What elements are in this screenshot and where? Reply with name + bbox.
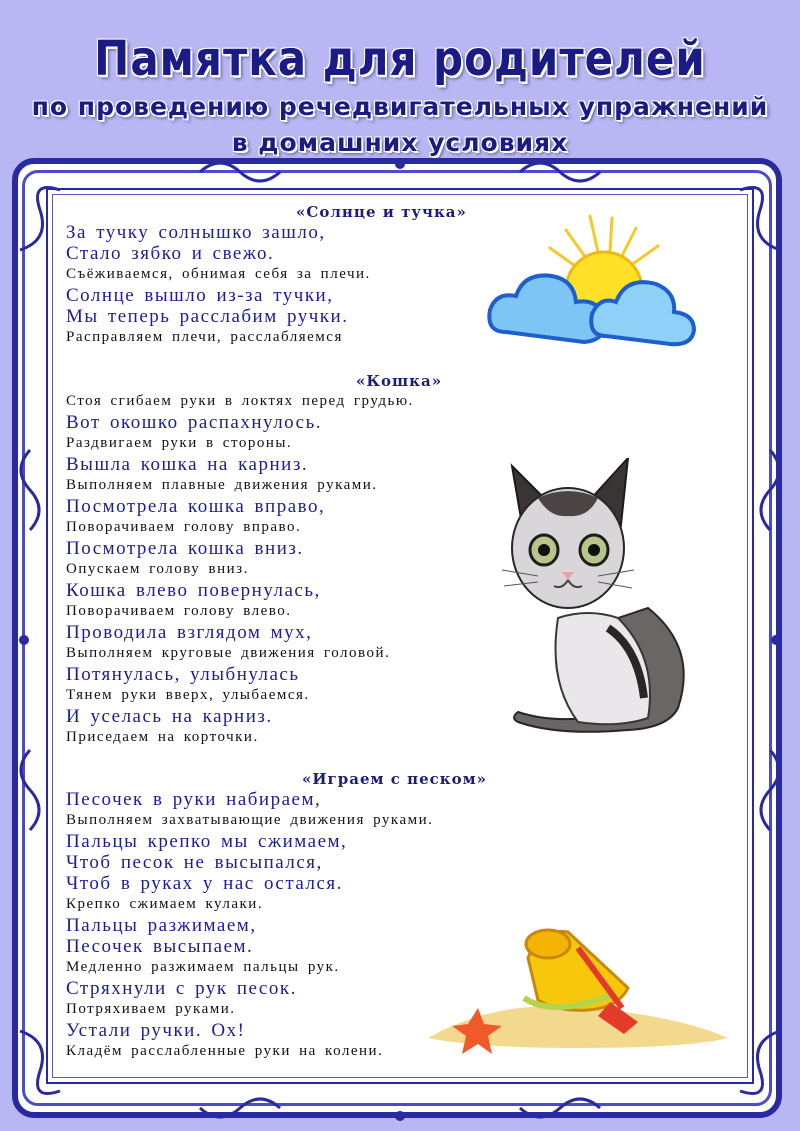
action-line: Потряхиваем руками. — [66, 1001, 236, 1017]
verse-line: Посмотрела кошка вниз. — [66, 538, 304, 559]
verse-line: Вот окошко распахнулось. — [66, 412, 322, 433]
verse-line: Пальцы крепко мы сжимаем, — [66, 831, 348, 852]
action-line: Съёживаемся, обнимая себя за плечи. — [66, 266, 371, 282]
verse-line: Стряхнули с рук песок. — [66, 978, 297, 999]
action-line: Опускаем голову вниз. — [66, 561, 249, 577]
verse-line: И уселась на карниз. — [66, 706, 273, 727]
exercise-content — [66, 202, 746, 1062]
page-subtitle-line2: в домашних условиях — [231, 128, 569, 157]
action-line: Расправляем плечи, расслабляемся — [66, 329, 343, 345]
verse-line: Пальцы разжимаем, — [66, 915, 257, 936]
verse-line: Мы теперь расслабим ручки. — [66, 306, 349, 327]
verse-line: Солнце вышло из-за тучки, — [66, 285, 334, 306]
action-line: Тянем руки вверх, улыбаемся. — [66, 687, 310, 703]
action-line: Медленно разжимаем пальцы рук. — [66, 959, 340, 975]
action-line: Выполняем круговые движения головой. — [66, 645, 391, 661]
section-title: «Солнце и тучка» — [296, 203, 467, 221]
verse-line: Песочек высыпаем. — [66, 936, 254, 957]
page-title: Памятка для родителей — [94, 30, 706, 87]
exercise-section — [66, 769, 746, 1062]
verse-line: Чтоб в руках у нас остался. — [66, 873, 343, 894]
verse-line: Потянулась, улыбнулась — [66, 664, 300, 685]
action-line: Кладём расслабленные руки на колени. — [66, 1043, 384, 1059]
verse-line: Вышла кошка на карниз. — [66, 454, 309, 475]
verse-line: Устали ручки. Ох! — [66, 1020, 246, 1041]
verse-line: За тучку солнышко зашло, — [66, 222, 326, 243]
exercise-section — [66, 202, 746, 348]
section-title: «Играем с песком» — [302, 770, 487, 788]
page-subtitle-line1: по проведению речедвигательных упражнений — [31, 92, 769, 121]
verse-line: Кошка влево повернулась, — [66, 580, 321, 601]
action-line: Раздвигаем руки в стороны. — [66, 435, 293, 451]
verse-line: Стало зябко и свежо. — [66, 243, 275, 264]
section-title: «Кошка» — [356, 372, 443, 390]
action-line: Поворачиваем голову влево. — [66, 603, 292, 619]
action-line: Выполняем захватывающие движения руками. — [66, 812, 434, 828]
action-line: Выполняем плавные движения руками. — [66, 477, 378, 493]
action-line: Поворачиваем голову вправо. — [66, 519, 302, 535]
verse-line: Посмотрела кошка вправо, — [66, 496, 326, 517]
action-line: Стоя сгибаем руки в локтях перед грудью. — [66, 393, 414, 409]
action-line: Крепко сжимаем кулаки. — [66, 896, 264, 912]
verse-line: Проводила взглядом мух, — [66, 622, 313, 643]
verse-line: Песочек в руки набираем, — [66, 789, 322, 810]
action-line: Приседаем на корточки. — [66, 729, 259, 745]
exercise-section — [66, 371, 746, 748]
verse-line: Чтоб песок не высыпался, — [66, 852, 323, 873]
